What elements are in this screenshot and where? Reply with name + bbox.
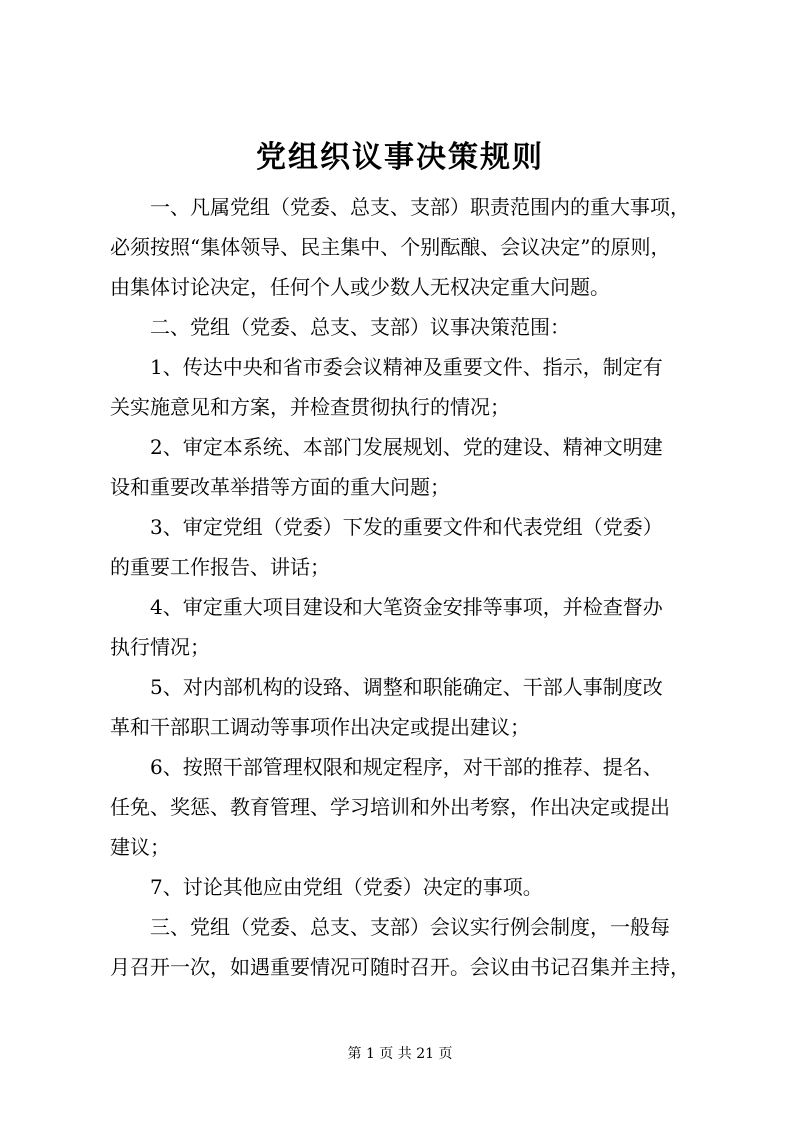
paragraph-line: 1、传达中央和省市委会议精神及重要文件、指示，制定有 <box>150 355 663 379</box>
paragraph-line: 3、审定党组（党委）下发的重要文件和代表党组（党委） <box>150 515 663 539</box>
paragraph-line: 建议； <box>110 835 170 859</box>
paragraph-line: 必须按照“集体领导、民主集中、个别酝酿、会议决定”的原则， <box>110 235 671 259</box>
paragraph-4 <box>110 427 710 507</box>
paragraph-7 <box>110 667 710 747</box>
paragraph-line: 月召开一次，如遇重要情况可随时召开。会议由书记召集并主持， <box>110 955 690 979</box>
paragraph-line: 三、党组（党委、总支、支部）会议实行例会制度，一般每 <box>150 915 670 939</box>
paragraph-line: 7、讨论其他应由党组（党委）决定的事项。 <box>150 875 543 899</box>
paragraph-8 <box>110 747 710 867</box>
paragraph-1 <box>110 187 710 307</box>
page-number-label: 第 1 页 共 21 页 <box>347 1046 453 1062</box>
paragraph-2 <box>110 307 710 347</box>
paragraph-line: 任免、奖惩、教育管理、学习培训和外出考察，作出决定或提出 <box>110 795 670 819</box>
paragraph-3 <box>110 347 710 427</box>
paragraph-line: 二、党组（党委、总支、支部）议事决策范围： <box>150 315 570 339</box>
paragraph-line: 的重要工作报告、讲话； <box>110 555 330 579</box>
paragraph-5 <box>110 507 710 587</box>
page-footer <box>0 1044 800 1064</box>
paragraph-line: 一、凡属党组（党委、总支、支部）职责范围内的重大事项， <box>150 195 690 219</box>
paragraph-line: 执行情况； <box>110 635 210 659</box>
paragraph-line: 关实施意见和方案，并检查贯彻执行的情况； <box>110 395 510 419</box>
paragraph-6 <box>110 587 710 667</box>
paragraph-line: 设和重要改革举措等方面的重大问题； <box>110 475 450 499</box>
paragraph-line: 4、审定重大项目建设和大笔资金安排等事项，并检查督办 <box>150 595 663 619</box>
document-title: 党组织议事决策规则 <box>256 140 544 175</box>
paragraph-line: 5、对内部机构的设臵、调整和职能确定、干部人事制度改 <box>150 675 663 699</box>
paragraph-line: 革和干部职工调动等事项作出决定或提出建议； <box>110 715 530 739</box>
document-body <box>110 187 710 987</box>
paragraph-line: 2、审定本系统、本部门发展规划、党的建设、精神文明建 <box>150 435 663 459</box>
paragraph-line: 6、按照干部管理权限和规定程序，对干部的推荐、提名、 <box>150 755 663 779</box>
paragraph-9 <box>110 867 710 907</box>
paragraph-10 <box>110 907 710 987</box>
paragraph-line: 由集体讨论决定，任何个人或少数人无权决定重大问题。 <box>110 275 610 299</box>
